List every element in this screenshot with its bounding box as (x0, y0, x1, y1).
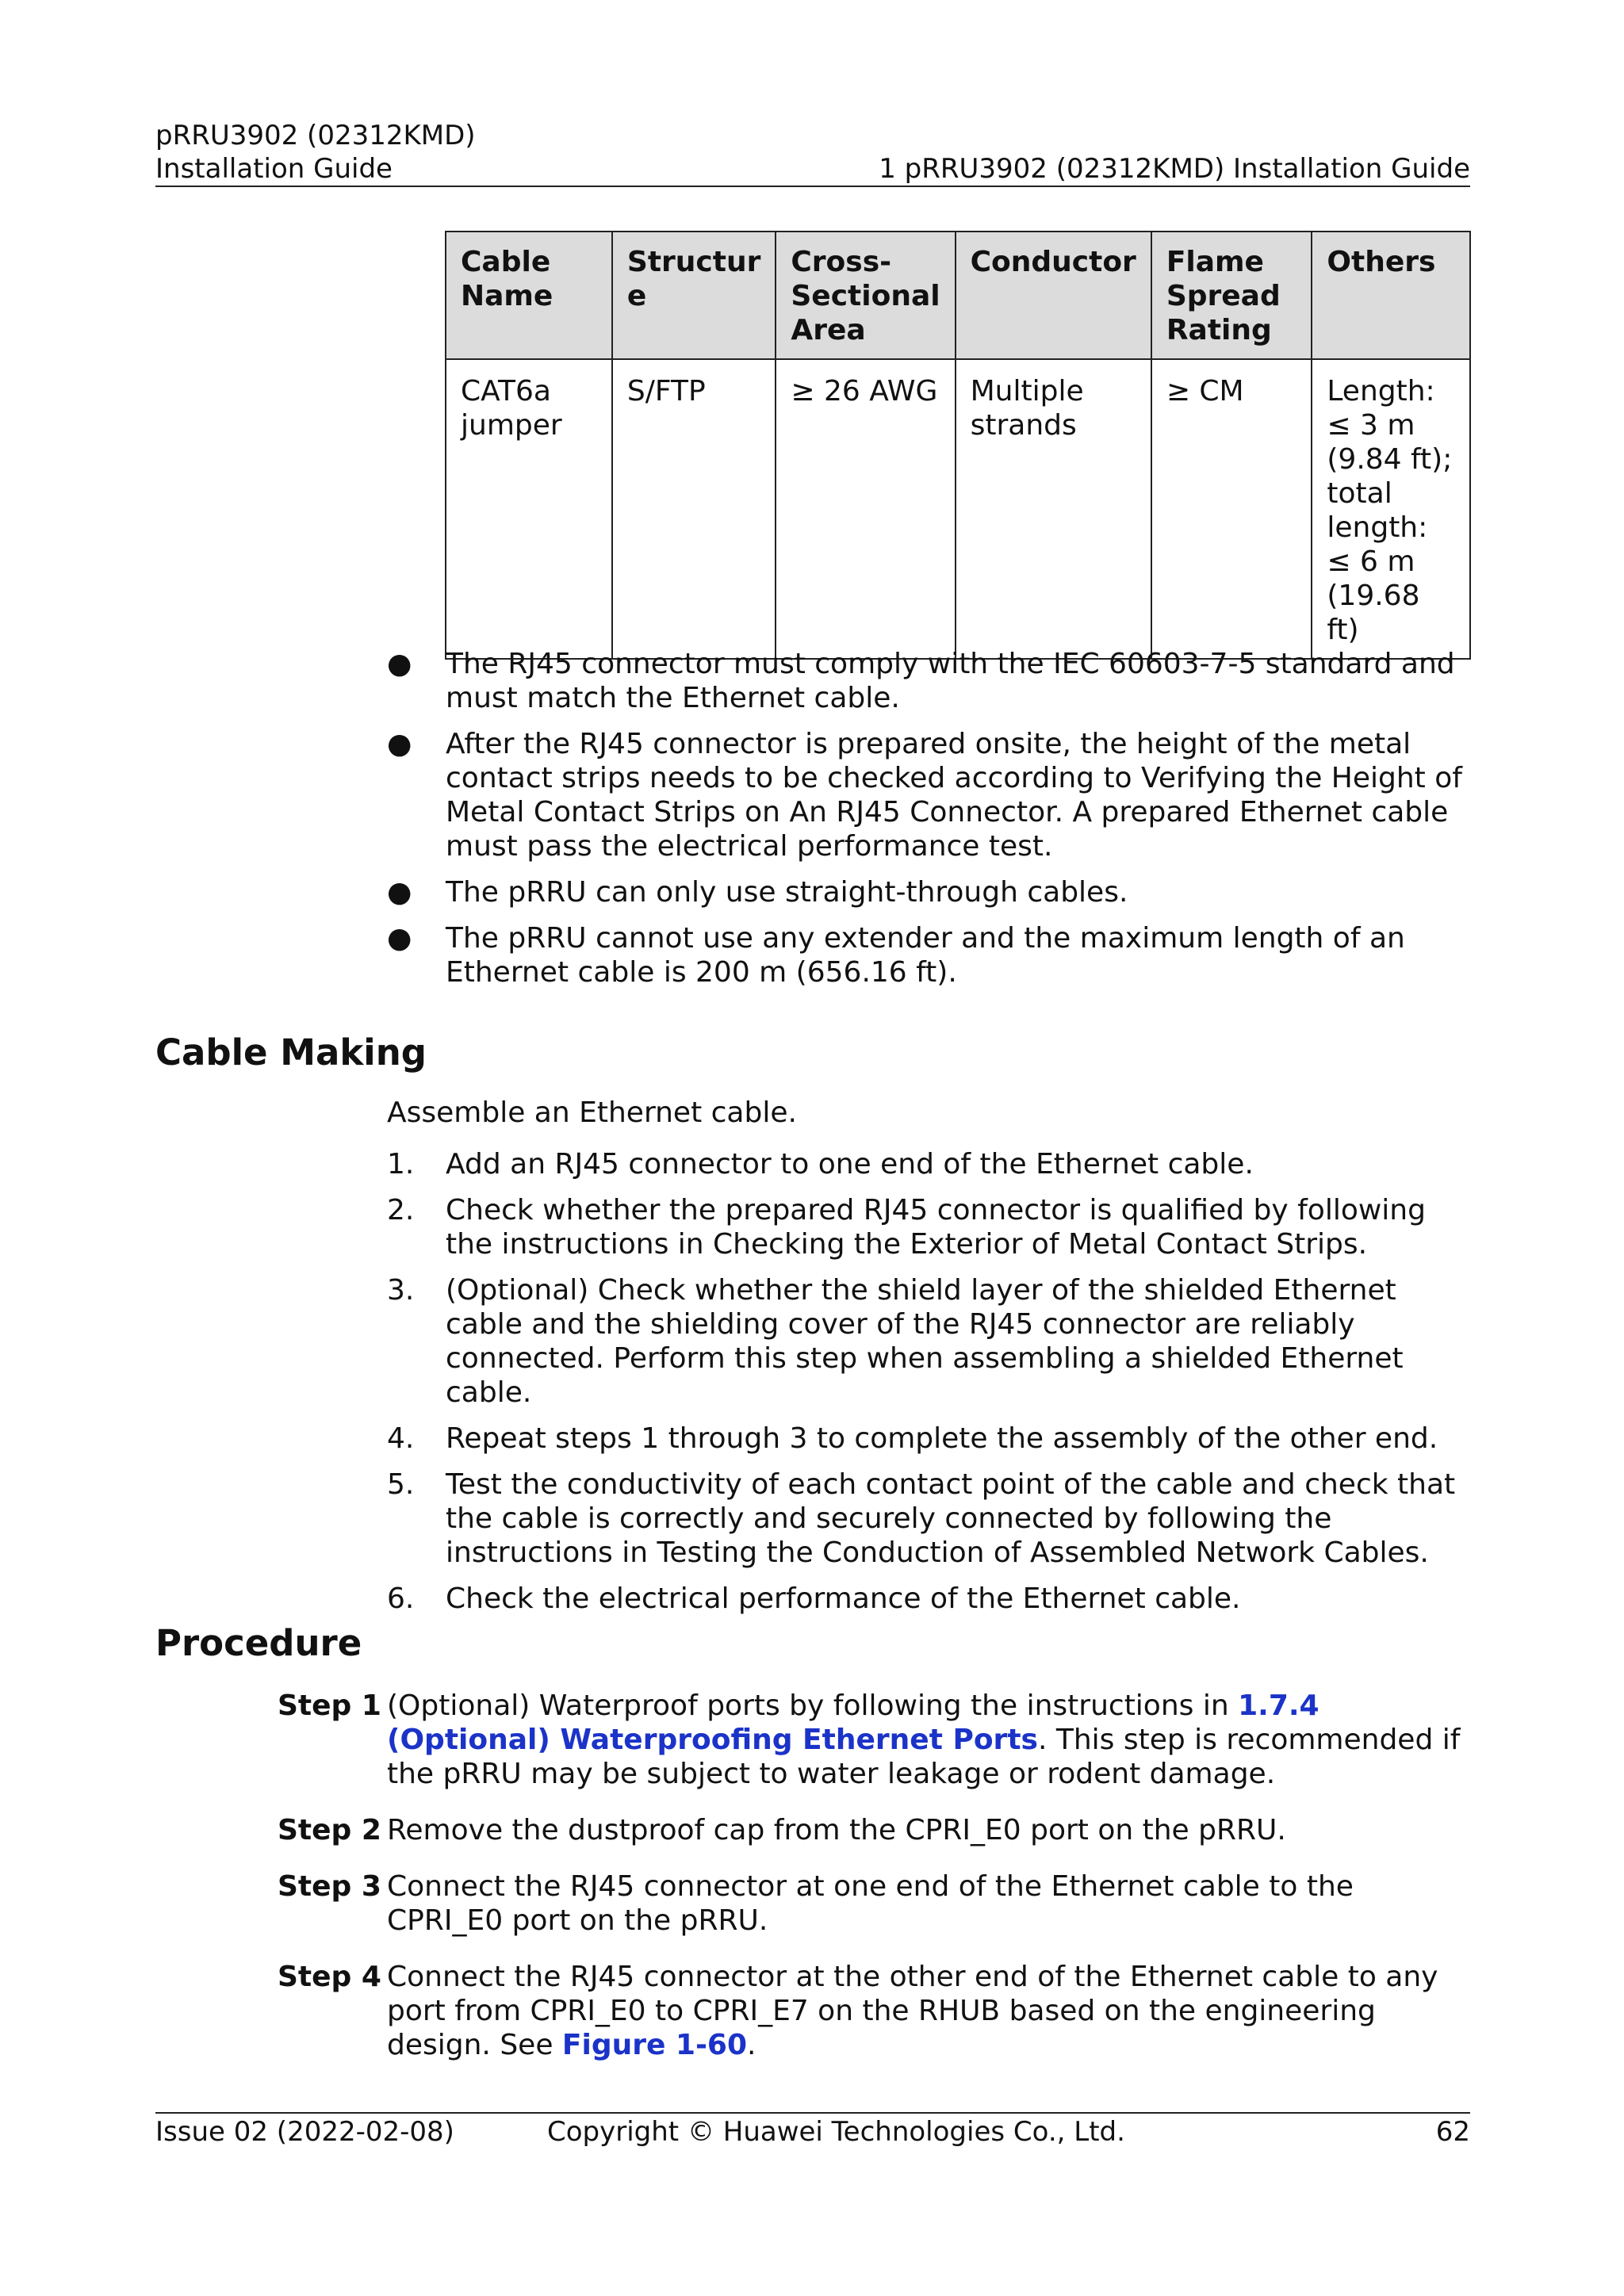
requirements-list (387, 647, 1470, 1001)
list-item: 5. Test the conductivity of each contact point of the cable and check that the cable is correctly and securely connected by following the instructions in Testing the Conduction of Assembled Network Cables. (387, 1468, 1456, 1569)
cell-structure: S/FTP (612, 359, 776, 659)
list-item: 3. (Optional) Check whether the shield layer of the shielded Ethernet cable and the shielding cover of the RJ45 connector are reliably connected. Perform this step when assembling a shielded Ethernet cable. (387, 1274, 1404, 1409)
list-item: ● The pRRU cannot use any extender and the maximum length of an Ethernet cable is 200 m (656.16 ft). (387, 922, 1405, 989)
list-item: 1. Add an RJ45 connector to one end of the Ethernet cable. (387, 1148, 1254, 1181)
procedure-steps (278, 1689, 1470, 2084)
table-header-row (446, 232, 1470, 359)
cell-flame: ≥ CM (1151, 359, 1312, 659)
cell-area: ≥ 26 AWG (776, 359, 955, 659)
table-row (446, 359, 1470, 659)
header-structure: Structur e (612, 232, 776, 359)
waterproofing-link[interactable]: 1.7.4 (Optional) Waterproofing Ethernet Ports (387, 1689, 1320, 1756)
step-label: Step 3 (278, 1870, 381, 1903)
header-cable-name: Cable Name (446, 232, 612, 359)
bullet-icon: ● (387, 922, 412, 955)
figure-link[interactable]: Figure 1-60 (561, 2029, 748, 2061)
header-left (155, 119, 476, 186)
header-chapter: 1 pRRU3902 (02312KMD) Installation Guide (879, 153, 1470, 185)
list-item: 6. Check the electrical performance of the Ethernet cable. (387, 1582, 1241, 1615)
header-conductor: Conductor (956, 232, 1151, 359)
cell-conductor: Multiple strands (956, 359, 1151, 659)
header-others: Others (1312, 232, 1470, 359)
step-label: Step 1 (278, 1689, 381, 1722)
cable-making-intro: Assemble an Ethernet cable. (387, 1096, 797, 1129)
header-doc-type: Installation Guide (155, 153, 393, 185)
list-item: ● The RJ45 connector must comply with the IEC 60603-7-5 standard and must match the Ethernet cable. (387, 648, 1455, 714)
procedure-step-3: Step 3 Connect the RJ45 connector at one end of the Ethernet cable to the CPRI_E0 port on the pRRU. (278, 1870, 1354, 1937)
list-item: 4. Repeat steps 1 through 3 to complete the assembly of the other end. (387, 1422, 1438, 1455)
cable-making-steps (387, 1147, 1470, 1628)
header-flame-spread-rating: Flame Spread Rating (1151, 232, 1312, 359)
cell-cable-name: CAT6a jumper (446, 359, 612, 659)
bullet-icon: ● (387, 728, 412, 760)
bullet-icon: ● (387, 876, 412, 909)
footer-issue: Issue 02 (2022-02-08) (155, 2116, 454, 2148)
header-rule (155, 186, 1470, 187)
procedure-step-1: Step 1 (Optional) Waterproof ports by following the instructions in 1.7.4 (Optional) Waterproofing Ethernet Ports. This step is recommended if the pRRU may be subject to water leakage or rodent damage. (278, 1689, 1461, 1790)
procedure-step-4: Step 4 Connect the RJ45 connector at the other end of the Ethernet cable to any port from CPRI_E0 to CPRI_E7 on the RHUB based on the engineering design. See Figure 1-60. (278, 1961, 1438, 2061)
step-label: Step 4 (278, 1961, 381, 1993)
cell-others: Length: ≤ 3 m (9.84 ft); total length: ≤ 6 m (19.68 ft) (1312, 359, 1470, 659)
header-product: pRRU3902 (02312KMD) (155, 120, 476, 151)
list-item: 2. Check whether the prepared RJ45 connector is qualified by following the instructions in Checking the Exterior of Metal Contact Strips. (387, 1194, 1426, 1261)
step-label: Step 2 (278, 1814, 381, 1846)
procedure-heading: Procedure (155, 1622, 362, 1664)
page-number: 62 (1435, 2116, 1470, 2148)
footer-copyright: Copyright © Huawei Technologies Co., Ltd. (547, 2116, 1125, 2148)
header-cross-sectional-area: Cross-Sectional Area (776, 232, 955, 359)
footer-rule (155, 2112, 1470, 2114)
list-item: ● The pRRU can only use straight-through cables. (387, 876, 1128, 909)
bullet-icon: ● (387, 648, 412, 680)
procedure-step-2: Step 2 Remove the dustproof cap from the CPRI_E0 port on the pRRU. (278, 1814, 1286, 1846)
cable-making-heading: Cable Making (155, 1031, 427, 1073)
cable-spec-table (445, 231, 1471, 660)
list-item: ● After the RJ45 connector is prepared onsite, the height of the metal contact strips needs to be checked according to Verifying the Height of Metal Contact Strips on An RJ45 Connector. A prepared Ethernet cable must pass the electrical performance test. (387, 728, 1462, 863)
